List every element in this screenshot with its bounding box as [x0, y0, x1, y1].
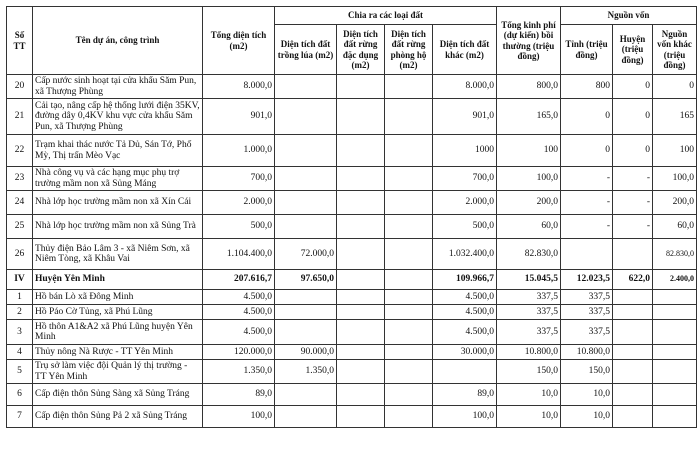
total-area-cell: 89,0 [203, 384, 275, 406]
table-row [7, 270, 697, 290]
compensation-cell: 100,0 [497, 167, 561, 191]
special-forest-cell [337, 135, 385, 167]
total-area-cell: 8.000,0 [203, 75, 275, 99]
stt-cell: 1 [7, 290, 33, 305]
protection-forest-cell [385, 75, 433, 99]
name-cell: Hồ bán Lò xã Đông Minh [33, 290, 203, 305]
other-fund-cell: 100 [653, 135, 697, 167]
header-tinh: Tỉnh (triệu đồng) [561, 25, 613, 75]
rice-area-cell [275, 290, 337, 305]
total-area-cell: 1.350,0 [203, 360, 275, 384]
compensation-cell: 82.830,0 [497, 239, 561, 270]
name-cell: Thủy nông Nà Rược - TT Yên Minh [33, 345, 203, 360]
district-fund-cell: - [613, 167, 653, 191]
compensation-cell: 337,5 [497, 290, 561, 305]
other-fund-cell [653, 305, 697, 320]
name-cell: Trạm khai thác nước Tả Dủ, Sán Tớ, Phố Mỳ, Thị trấn Mèo Vạc [33, 135, 203, 167]
district-fund-cell [613, 406, 653, 428]
header-ngoai: Nguồn vốn khác (triệu đồng) [653, 25, 697, 75]
compensation-cell: 337,5 [497, 305, 561, 320]
other-land-cell: 1000 [433, 135, 497, 167]
other-land-cell: 4.500,0 [433, 320, 497, 345]
name-cell: Nhà lớp học trường mầm non xã Sủng Trà [33, 215, 203, 239]
rice-area-cell: 1.350,0 [275, 360, 337, 384]
compensation-cell: 10,0 [497, 406, 561, 428]
total-area-cell: 1.104.400,0 [203, 239, 275, 270]
rice-area-cell: 72.000,0 [275, 239, 337, 270]
name-cell: Trụ sở làm việc đội Quản lý thị trường - TT Yên Minh [33, 360, 203, 384]
name-cell: Hồ thôn A1&A2 xã Phú Lũng huyện Yên Minh [33, 320, 203, 345]
header-huyen: Huyện (triệu đồng) [613, 25, 653, 75]
province-fund-cell: 10.800,0 [561, 345, 613, 360]
header-dt-lua: Diện tích đất trồng lúa (m2) [275, 25, 337, 75]
district-fund-cell [613, 320, 653, 345]
special-forest-cell [337, 167, 385, 191]
header-chia-ra: Chia ra các loại đất [275, 7, 497, 25]
province-fund-cell: 10,0 [561, 384, 613, 406]
special-forest-cell [337, 384, 385, 406]
special-forest-cell [337, 290, 385, 305]
province-fund-cell: 12.023,5 [561, 270, 613, 290]
header-nguon-von: Nguồn vốn [561, 7, 697, 25]
stt-cell: IV [7, 270, 33, 290]
special-forest-cell [337, 305, 385, 320]
district-fund-cell: 0 [613, 99, 653, 135]
name-cell: Nhà công vụ và các hạng mục phụ trợ trường mầm non xã Sủng Máng [33, 167, 203, 191]
district-fund-cell [613, 290, 653, 305]
protection-forest-cell [385, 167, 433, 191]
province-fund-cell: 10,0 [561, 406, 613, 428]
header-stt: Số TT [7, 7, 33, 75]
other-land-cell: 901,0 [433, 99, 497, 135]
protection-forest-cell [385, 270, 433, 290]
table-row [7, 290, 697, 305]
header-dt-rung-ph: Diện tích đất rừng phòng hộ (m2) [385, 25, 433, 75]
special-forest-cell [337, 191, 385, 215]
table-row [7, 75, 697, 99]
other-land-cell: 100,0 [433, 406, 497, 428]
table-row [7, 167, 697, 191]
special-forest-cell [337, 406, 385, 428]
other-fund-cell: 165 [653, 99, 697, 135]
other-land-cell: 2.000,0 [433, 191, 497, 215]
other-land-cell [433, 360, 497, 384]
other-fund-cell: 0 [653, 75, 697, 99]
rice-area-cell [275, 135, 337, 167]
total-area-cell: 4.500,0 [203, 320, 275, 345]
other-fund-cell [653, 384, 697, 406]
district-fund-cell [613, 239, 653, 270]
special-forest-cell [337, 345, 385, 360]
table-row [7, 320, 697, 345]
district-fund-cell [613, 360, 653, 384]
other-fund-cell [653, 290, 697, 305]
stt-cell: 25 [7, 215, 33, 239]
protection-forest-cell [385, 320, 433, 345]
name-cell: Cải tạo, nâng cấp hệ thống lưới điện 35KV, đường dây 0,4KV khu vực cửa khẩu Săm Pun, xã Thượng Phùng [33, 99, 203, 135]
district-fund-cell: 622,0 [613, 270, 653, 290]
other-land-cell: 4.500,0 [433, 290, 497, 305]
table-row [7, 99, 697, 135]
stt-cell: 23 [7, 167, 33, 191]
stt-cell: 24 [7, 191, 33, 215]
rice-area-cell [275, 320, 337, 345]
protection-forest-cell [385, 406, 433, 428]
total-area-cell: 2.000,0 [203, 191, 275, 215]
district-fund-cell: - [613, 215, 653, 239]
province-fund-cell: 0 [561, 99, 613, 135]
special-forest-cell [337, 360, 385, 384]
protection-forest-cell [385, 215, 433, 239]
other-land-cell: 109.966,7 [433, 270, 497, 290]
other-fund-cell [653, 320, 697, 345]
table-row [7, 406, 697, 428]
special-forest-cell [337, 75, 385, 99]
protection-forest-cell [385, 239, 433, 270]
district-fund-cell [613, 384, 653, 406]
special-forest-cell [337, 270, 385, 290]
land-compensation-table [6, 6, 697, 428]
table-row [7, 360, 697, 384]
rice-area-cell [275, 215, 337, 239]
header-tong-kp: Tổng kinh phí (dự kiến) bồi thường (triệu đồng) [497, 7, 561, 75]
protection-forest-cell [385, 191, 433, 215]
rice-area-cell [275, 191, 337, 215]
protection-forest-cell [385, 99, 433, 135]
province-fund-cell: 337,5 [561, 320, 613, 345]
table-row [7, 191, 697, 215]
table-row [7, 135, 697, 167]
province-fund-cell: - [561, 215, 613, 239]
other-land-cell: 500,0 [433, 215, 497, 239]
protection-forest-cell [385, 135, 433, 167]
other-fund-cell: 200,0 [653, 191, 697, 215]
total-area-cell: 1.000,0 [203, 135, 275, 167]
other-land-cell: 30.000,0 [433, 345, 497, 360]
table-row [7, 384, 697, 406]
district-fund-cell: 0 [613, 75, 653, 99]
header-ten: Tên dự án, công trình [33, 7, 203, 75]
table-row [7, 239, 697, 270]
province-fund-cell: 337,5 [561, 305, 613, 320]
header-dt-rung-dd: Diện tích đất rừng đặc dụng (m2) [337, 25, 385, 75]
total-area-cell: 120.000,0 [203, 345, 275, 360]
name-cell: Huyện Yên Minh [33, 270, 203, 290]
protection-forest-cell [385, 305, 433, 320]
name-cell: Thủy điện Bảo Lâm 3 - xã Niêm Sơn, xã Niêm Tòng, xã Khâu Vai [33, 239, 203, 270]
name-cell: Hồ Páo Cờ Tủng, xã Phú Lũng [33, 305, 203, 320]
protection-forest-cell [385, 360, 433, 384]
district-fund-cell [613, 345, 653, 360]
compensation-cell: 100 [497, 135, 561, 167]
total-area-cell: 100,0 [203, 406, 275, 428]
province-fund-cell: - [561, 191, 613, 215]
rice-area-cell [275, 99, 337, 135]
province-fund-cell [561, 239, 613, 270]
rice-area-cell [275, 406, 337, 428]
special-forest-cell [337, 99, 385, 135]
stt-cell: 22 [7, 135, 33, 167]
other-fund-cell: 82.830,0 [653, 239, 697, 270]
other-fund-cell: 100,0 [653, 167, 697, 191]
name-cell: Cấp nước sinh hoạt tại cửa khẩu Săm Pun, xã Thượng Phùng [33, 75, 203, 99]
protection-forest-cell [385, 345, 433, 360]
other-land-cell: 8.000,0 [433, 75, 497, 99]
province-fund-cell: 337,5 [561, 290, 613, 305]
total-area-cell: 700,0 [203, 167, 275, 191]
other-fund-cell [653, 406, 697, 428]
protection-forest-cell [385, 384, 433, 406]
total-area-cell: 4.500,0 [203, 305, 275, 320]
header-dt-khac: Diện tích đất khác (m2) [433, 25, 497, 75]
district-fund-cell: 0 [613, 135, 653, 167]
rice-area-cell [275, 167, 337, 191]
rice-area-cell [275, 384, 337, 406]
compensation-cell: 150,0 [497, 360, 561, 384]
table-body [7, 75, 697, 428]
province-fund-cell: 0 [561, 135, 613, 167]
stt-cell: 7 [7, 406, 33, 428]
rice-area-cell [275, 305, 337, 320]
total-area-cell: 500,0 [203, 215, 275, 239]
name-cell: Nhà lớp học trường mầm non xã Xín Cái [33, 191, 203, 215]
stt-cell: 20 [7, 75, 33, 99]
compensation-cell: 800,0 [497, 75, 561, 99]
rice-area-cell [275, 75, 337, 99]
stt-cell: 21 [7, 99, 33, 135]
total-area-cell: 901,0 [203, 99, 275, 135]
special-forest-cell [337, 239, 385, 270]
total-area-cell: 207.616,7 [203, 270, 275, 290]
district-fund-cell: - [613, 191, 653, 215]
special-forest-cell [337, 215, 385, 239]
other-fund-cell: 2.400,0 [653, 270, 697, 290]
stt-cell: 5 [7, 360, 33, 384]
compensation-cell: 10.800,0 [497, 345, 561, 360]
stt-cell: 6 [7, 384, 33, 406]
special-forest-cell [337, 320, 385, 345]
district-fund-cell [613, 305, 653, 320]
total-area-cell: 4.500,0 [203, 290, 275, 305]
rice-area-cell: 97.650,0 [275, 270, 337, 290]
compensation-cell: 337,5 [497, 320, 561, 345]
province-fund-cell: - [561, 167, 613, 191]
stt-cell: 3 [7, 320, 33, 345]
compensation-cell: 200,0 [497, 191, 561, 215]
stt-cell: 4 [7, 345, 33, 360]
compensation-cell: 165,0 [497, 99, 561, 135]
other-fund-cell: 60,0 [653, 215, 697, 239]
other-land-cell: 89,0 [433, 384, 497, 406]
name-cell: Cấp điện thôn Sủng Sàng xã Sủng Tráng [33, 384, 203, 406]
other-land-cell: 4.500,0 [433, 305, 497, 320]
other-land-cell: 700,0 [433, 167, 497, 191]
compensation-cell: 60,0 [497, 215, 561, 239]
stt-cell: 2 [7, 305, 33, 320]
header-tong-dt: Tổng diện tích (m2) [203, 7, 275, 75]
other-fund-cell [653, 345, 697, 360]
rice-area-cell: 90.000,0 [275, 345, 337, 360]
name-cell: Cấp điện thôn Sủng Pả 2 xã Sủng Tráng [33, 406, 203, 428]
table-row [7, 345, 697, 360]
compensation-cell: 10,0 [497, 384, 561, 406]
compensation-cell: 15.045,5 [497, 270, 561, 290]
stt-cell: 26 [7, 239, 33, 270]
other-land-cell: 1.032.400,0 [433, 239, 497, 270]
other-fund-cell [653, 360, 697, 384]
table-row [7, 215, 697, 239]
table-row [7, 305, 697, 320]
province-fund-cell: 150,0 [561, 360, 613, 384]
protection-forest-cell [385, 290, 433, 305]
province-fund-cell: 800 [561, 75, 613, 99]
